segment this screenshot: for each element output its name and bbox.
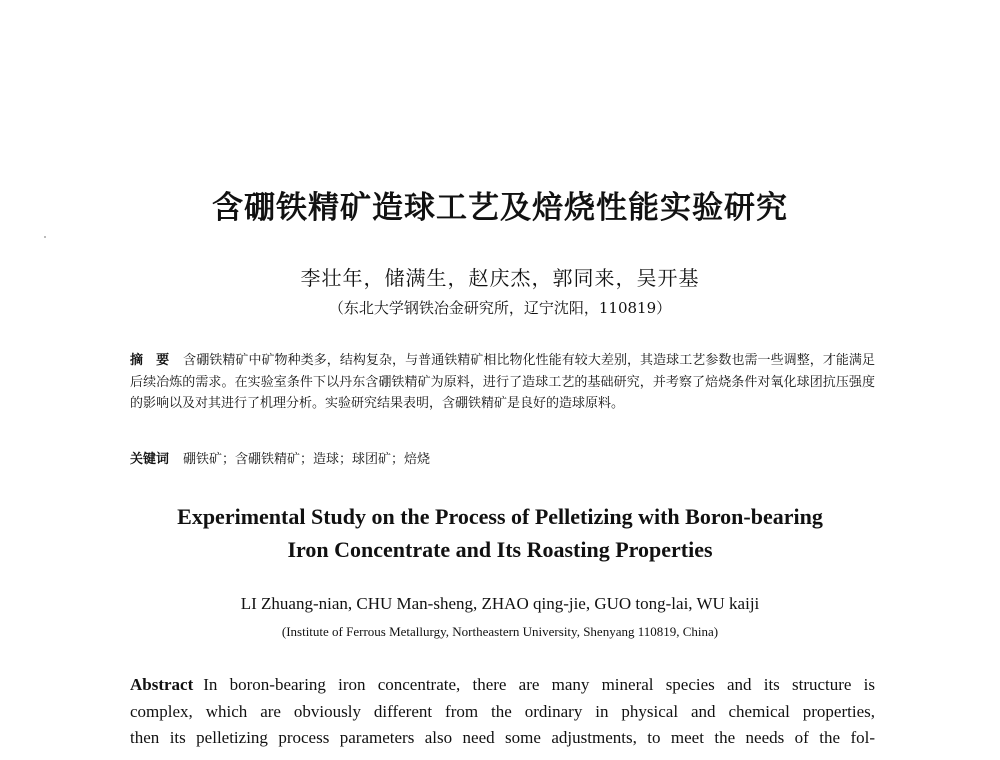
english-abstract-line: complex, which are obviously different from the ordinary in physical and chemical properties,: [130, 701, 875, 721]
english-title-line: Experimental Study on the Process of Pelletizing with Boron-bearing: [177, 504, 823, 529]
english-abstract-line: then its pelletizing process parameters also need some adjustments, to meet the needs of the fol-: [130, 728, 875, 747]
chinese-keywords-text: 硼铁矿；含硼铁精矿；造球；球团矿；焙烧: [183, 452, 431, 467]
english-abstract-line: [130, 672, 875, 699]
english-affiliation: (Institute of Ferrous Metallurgy, Northeastern University, Shenyang 110819, China): [281, 624, 719, 639]
english-abstract: [130, 672, 875, 752]
chinese-authors: 李壮年，储满生，赵庆杰，郭同来，吴开基: [300, 266, 700, 290]
english-abstract-text: In boron-bearing iron concentrate, there are many mineral species and its structure is: [203, 675, 875, 694]
english-authors: LI Zhuang-nian, CHU Man-sheng, ZHAO qing-jie, GUO tong-lai, WU kaiji: [240, 594, 760, 613]
chinese-abstract-text: 含硼铁精矿中矿物种类多，结构复杂，与普通铁精矿相比物化性能有较大差别，其造球工艺参数也需一些调整，才能满足后续冶炼的需求。在实验室条件下以丹东含硼铁精矿为原料，进行了造球工艺的基础研究，并考察了焙烧条件对氧化球团抗压强度的影响以及对其进行了机理分析。实验研究结果表明，含硼铁精矿是良好的造球原料。: [130, 353, 875, 411]
chinese-keywords-label: 关键词: [130, 452, 170, 467]
scan-speck: [44, 236, 46, 238]
chinese-affiliation: （东北大学钢铁冶金研究所，辽宁沈阳，110819）: [328, 299, 672, 317]
chinese-abstract: [130, 350, 875, 415]
english-title: [0, 500, 1000, 566]
chinese-title: 含硼铁精矿造球工艺及焙烧性能实验研究: [212, 190, 788, 226]
chinese-keywords: [130, 450, 875, 470]
english-abstract-label: Abstract: [130, 675, 194, 694]
chinese-abstract-label: 摘 要: [130, 353, 170, 368]
english-title-line: Iron Concentrate and Its Roasting Properties: [287, 537, 713, 562]
